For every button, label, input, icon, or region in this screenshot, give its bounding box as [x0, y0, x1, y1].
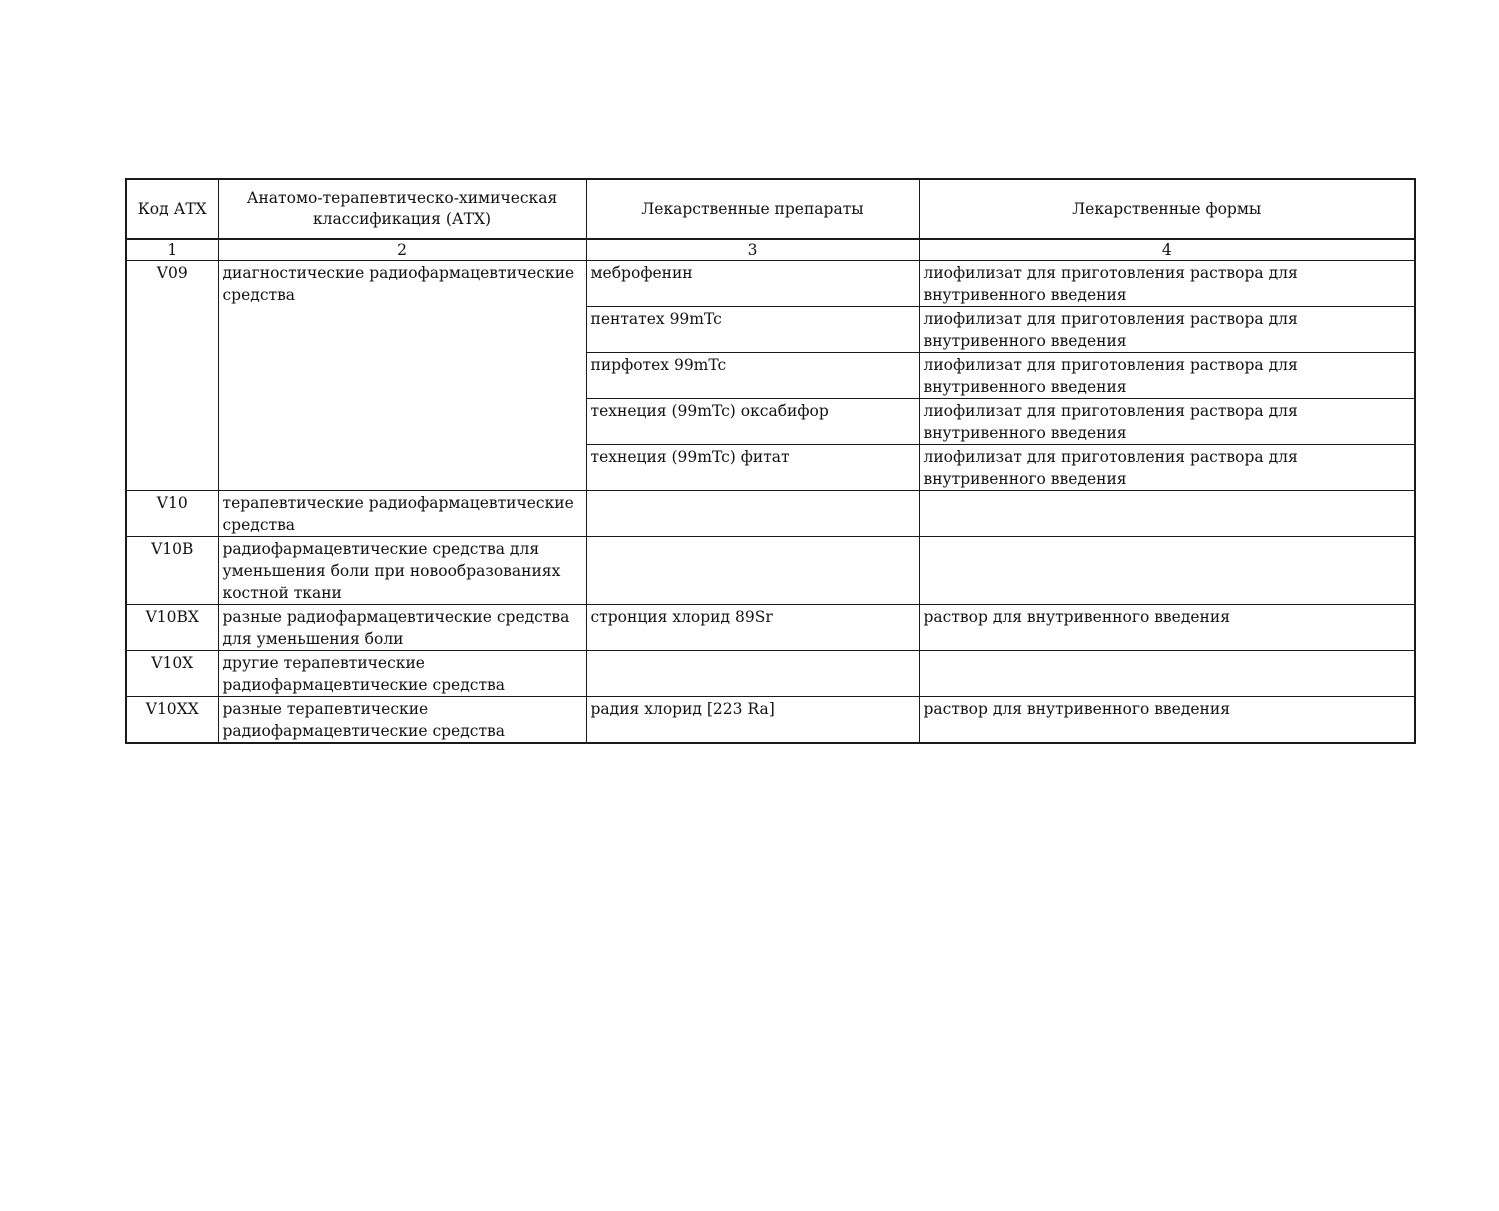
table-row: [126, 651, 1415, 697]
dosage-form-cell: [919, 651, 1415, 697]
drug-cell: пентатех 99mTc: [586, 307, 919, 353]
drug-cell: технеция (99mTc) фитат: [586, 445, 919, 491]
dosage-form-cell: [919, 491, 1415, 537]
column-number: 4: [919, 239, 1415, 261]
column-number: 3: [586, 239, 919, 261]
atc-classification-cell: радиофармацевтические средства для уменьшения боли при новообразованиях костной ткани: [218, 537, 586, 605]
dosage-form-cell: раствор для внутривенного введения: [919, 697, 1415, 744]
atc-code-cell: V10XX: [126, 697, 218, 744]
dosage-form-cell: лиофилизат для приготовления раствора для внутривенного введения: [919, 261, 1415, 307]
drug-cell: [586, 651, 919, 697]
drug-cell: технеция (99mTc) оксабифор: [586, 399, 919, 445]
dosage-form-cell: лиофилизат для приготовления раствора для внутривенного введения: [919, 307, 1415, 353]
dosage-form-cell: лиофилизат для приготовления раствора для внутривенного введения: [919, 445, 1415, 491]
atc-classification-cell: терапевтические радиофармацевтические средства: [218, 491, 586, 537]
drug-cell: пирфотех 99mTc: [586, 353, 919, 399]
drug-cell: [586, 491, 919, 537]
atc-classification-cell: диагностические радиофармацевтические средства: [218, 261, 586, 491]
header-row: [126, 179, 1415, 239]
column-number: 1: [126, 239, 218, 261]
header-atc-code: Код АТХ: [126, 179, 218, 239]
table-row: [126, 605, 1415, 651]
table-row: [126, 491, 1415, 537]
atc-code-cell: V10: [126, 491, 218, 537]
drug-cell: стронция хлорид 89Sr: [586, 605, 919, 651]
dosage-form-cell: [919, 537, 1415, 605]
dosage-form-cell: лиофилизат для приготовления раствора для внутривенного введения: [919, 399, 1415, 445]
atc-code-cell: V10B: [126, 537, 218, 605]
table-row: [126, 261, 1415, 307]
header-dosage-forms: Лекарственные формы: [919, 179, 1415, 239]
atc-drug-table: [125, 178, 1416, 744]
atc-code-cell: V10BX: [126, 605, 218, 651]
table-row: [126, 697, 1415, 744]
dosage-form-cell: раствор для внутривенного введения: [919, 605, 1415, 651]
column-number: 2: [218, 239, 586, 261]
dosage-form-cell: лиофилизат для приготовления раствора для внутривенного введения: [919, 353, 1415, 399]
header-atc-classification: Анатомо-терапевтическо-химическая классификация (АТХ): [218, 179, 586, 239]
atc-classification-cell: разные терапевтические радиофармацевтические средства: [218, 697, 586, 744]
table-row: [126, 537, 1415, 605]
drug-cell: [586, 537, 919, 605]
atc-code-cell: V09: [126, 261, 218, 491]
column-number-row: [126, 239, 1415, 261]
drug-cell: радия хлорид [223 Ra]: [586, 697, 919, 744]
atc-code-cell: V10X: [126, 651, 218, 697]
header-drugs: Лекарственные препараты: [586, 179, 919, 239]
atc-classification-cell: разные радиофармацевтические средства для уменьшения боли: [218, 605, 586, 651]
atc-classification-cell: другие терапевтические радиофармацевтические средства: [218, 651, 586, 697]
drug-cell: меброфенин: [586, 261, 919, 307]
